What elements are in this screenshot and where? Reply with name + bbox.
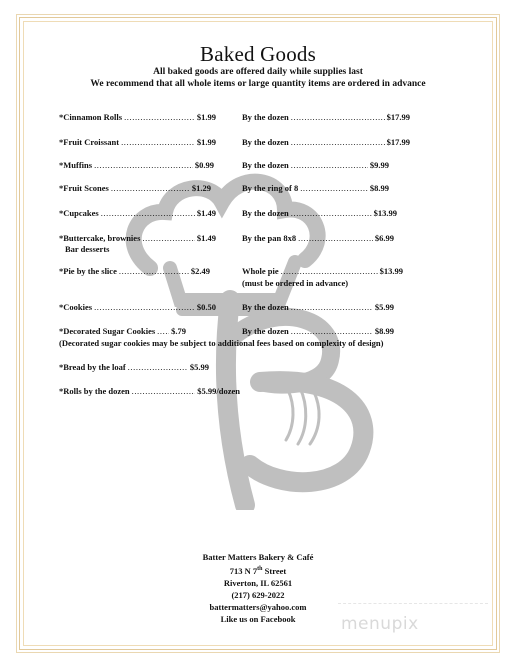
sugar-cookie-note: (Decorated sugar cookies may be subject to additional fees based on complexity of design) — [59, 338, 384, 348]
menu-item — [59, 362, 209, 372]
city: Riverton, IL 62561 — [223, 577, 293, 588]
bulk-price: $17.99 — [386, 112, 410, 122]
item-price: $0.99 — [194, 160, 214, 170]
menu-item-bulk — [242, 160, 389, 170]
menu-item — [59, 208, 216, 218]
menu-item — [59, 326, 206, 336]
subtitle-line-1: All baked goods are offered daily while supplies last — [153, 67, 363, 77]
menu-item — [59, 183, 211, 193]
menu-item-bulk — [242, 112, 410, 122]
menu-item — [59, 137, 216, 147]
item-price: $1.49 — [196, 208, 216, 218]
street-address: 713 N 7th Street — [229, 565, 287, 576]
bulk-name: By the dozen — [242, 112, 289, 122]
item-name: *Fruit Scones — [59, 183, 109, 193]
menu-item — [59, 112, 216, 122]
menupix-watermark: menupix — [341, 614, 419, 634]
bulk-note: (must be ordered in advance) — [242, 278, 349, 288]
item-name: *Rolls by the dozen — [59, 386, 130, 396]
item-sub-name: Bar desserts — [65, 244, 110, 254]
menu-item-bulk — [242, 266, 403, 276]
item-price: $0.50 — [196, 302, 216, 312]
bulk-price: $8.99 — [374, 326, 394, 336]
item-name: *Cupcakes — [59, 208, 99, 218]
item-name: *Muffins — [59, 160, 93, 170]
business-name: Batter Matters Bakery & Café — [202, 552, 314, 562]
item-price: $2.49 — [190, 266, 210, 276]
subtitle-line-2: We recommend that all whole items or large quantity items are ordered in advance — [90, 79, 426, 89]
social-link: Like us on Facebook — [220, 613, 296, 624]
item-name: *Buttercake, brownies — [59, 233, 141, 243]
menu-item-bulk — [242, 183, 389, 193]
page-title: Baked Goods — [200, 42, 316, 66]
item-price: $1.99 — [196, 137, 216, 147]
menu-item-bulk — [242, 137, 410, 147]
item-name: *Decorated Sugar Cookies — [59, 326, 156, 336]
bulk-name: By the dozen — [242, 326, 289, 336]
item-name: *Pie by the slice — [59, 266, 117, 276]
item-price: $1.49 — [196, 233, 216, 243]
menu-item-bulk — [242, 233, 394, 243]
contact-footer — [0, 551, 516, 625]
bulk-price: $5.99 — [374, 302, 394, 312]
menu-item-bulk — [242, 326, 394, 336]
watermark-divider — [338, 603, 488, 604]
item-price: $1.99 — [196, 112, 216, 122]
item-name: *Cookies — [59, 302, 93, 312]
bulk-name: By the dozen — [242, 160, 289, 170]
menu-item-bulk — [242, 208, 397, 218]
bulk-price: $13.99 — [379, 266, 403, 276]
bulk-name: By the ring of 8 — [242, 183, 299, 193]
item-name: *Cinnamon Rolls — [59, 112, 123, 122]
item-name: *Bread by the loaf — [59, 362, 126, 372]
menu-item — [59, 160, 214, 170]
item-price: $.79 — [171, 326, 187, 336]
bulk-name: By the dozen — [242, 302, 289, 312]
menu-item — [59, 233, 216, 243]
menu-item — [59, 302, 216, 312]
menu-item — [59, 386, 240, 396]
menu-item-bulk — [242, 302, 394, 312]
phone: (217) 629-2022 — [231, 589, 285, 600]
bulk-name: By the dozen — [242, 137, 289, 147]
email: battermatters@yahoo.com — [209, 601, 307, 612]
bulk-price: $9.99 — [369, 160, 389, 170]
item-name: *Fruit Croissant — [59, 137, 120, 147]
item-price: $5.99 — [189, 362, 209, 372]
bulk-price: $6.99 — [374, 233, 394, 243]
bulk-name: Whole pie — [242, 266, 279, 276]
bulk-name: By the pan 8x8 — [242, 233, 297, 243]
bulk-name: By the dozen — [242, 208, 289, 218]
bulk-price: $13.99 — [373, 208, 397, 218]
item-price: $1.29 — [191, 183, 211, 193]
menu-item — [59, 266, 210, 276]
bulk-price: $17.99 — [386, 137, 410, 147]
bulk-price: $8.99 — [369, 183, 389, 193]
subtitle — [0, 66, 516, 90]
item-price: $5.99/dozen — [197, 386, 240, 396]
